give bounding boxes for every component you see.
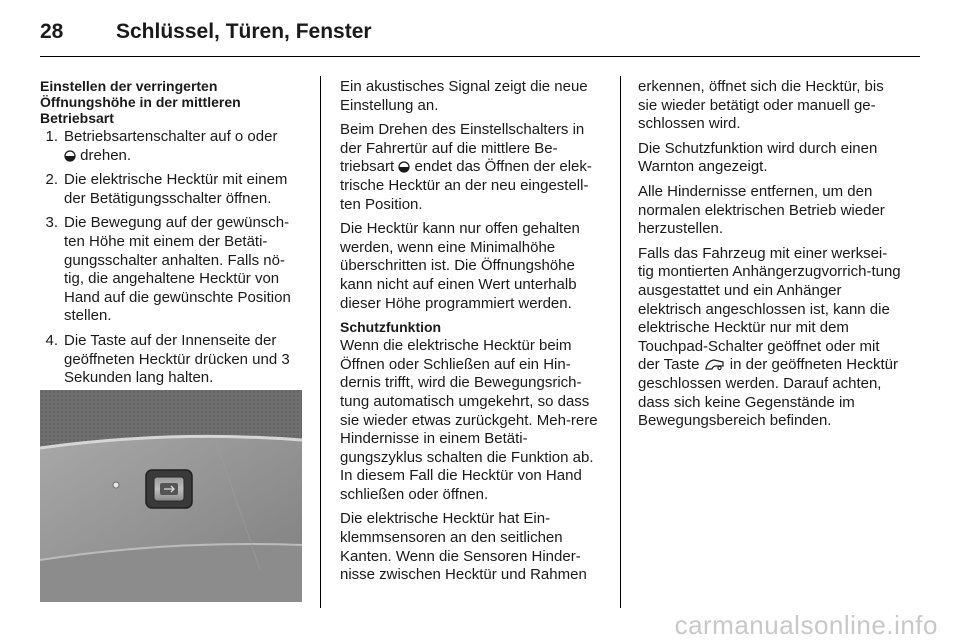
step-item	[40, 214, 304, 326]
half-circle-mode-icon	[64, 150, 76, 162]
paragraph: Wenn die elektrische Hecktür beim Öffnen oder Schließen auf ein Hin-dernis trifft, wird die Bewegungsrich-tung automatisch umgekehrt, so dass sie wieder etwas zurückgeht. Meh-rere Hindernisse in einem Betäti-gungszyklus schalten die Funktion ab. In diesem Fall die Hecktür von Hand schließen oder öffnen.	[340, 337, 598, 503]
paragraph-part: endet das Öffnen der elek-trische Hecktür an der neu eingestell-ten Position.	[340, 158, 592, 213]
paragraph-part: Falls das Fahrzeug mit einer werksei-tig montierten Anhängerzugvorrich-tung ausgestattet und ein Anhänger elektrisch angeschlossen ist, kann die elektrische Hecktür nur mit dem Touchpad-Schalter geöffnet oder mit der Taste	[638, 244, 901, 374]
step-number: 1.	[45, 128, 58, 145]
step-text-a: Betriebsartenschalter auf o oder	[64, 128, 278, 145]
step-text	[64, 128, 304, 165]
paragraph-part: Beim Drehen des Einstellschalters in der Fahrertür auf die mittlere Be-triebsart	[340, 121, 585, 176]
paragraph: Die elektrische Hecktür hat Ein-klemmsensoren an den seitlichen Kanten. Wenn die Sensoren Hinder-nisse zwischen Hecktür und Rahmen	[340, 510, 587, 584]
column-separator	[620, 76, 621, 608]
paragraph-part: in der geöffneten Hecktür geschlossen werden. Darauf achten, dass sich keine Gegenstände im Bewegungsbereich befinden.	[638, 356, 898, 430]
heading-line: Öffnungshöhe in der mittleren	[40, 94, 241, 110]
column-3	[638, 78, 902, 437]
step-item	[40, 332, 304, 388]
paragraph: Ein akustisches Signal zeigt die neue Einstellung an.	[340, 78, 588, 114]
column-1	[40, 78, 304, 394]
header-rule	[40, 56, 920, 57]
heading-line: Betriebsart	[40, 110, 114, 126]
paragraph: Die Hecktür kann nur offen gehalten werden, wenn eine Minimalhöhe überschritten ist. Die Öffnungshöhe kann nicht auf einen Wert unterhalb dieser Höhe programmiert werden.	[340, 220, 580, 312]
step-text: Die Taste auf der Innenseite der geöffneten Hecktür drücken und 3 Sekunden lang halten.	[64, 331, 290, 387]
heading-line: Einstellen der verringerten	[40, 78, 218, 94]
tailgate-button-photo	[40, 390, 302, 602]
step-number: 2.	[45, 171, 58, 189]
column-separator	[320, 76, 321, 608]
paragraph: Alle Hindernisse entfernen, um den normalen elektrischen Betrieb wieder herzustellen.	[638, 182, 885, 238]
step-item	[40, 128, 304, 165]
paragraph	[638, 245, 902, 431]
paragraph: Die Schutzfunktion wird durch einen Warnton angezeigt.	[638, 139, 878, 176]
step-list	[40, 128, 304, 388]
step-number: 3.	[45, 214, 58, 232]
page-title: Schlüssel, Türen, Fenster	[116, 20, 372, 43]
column-2	[340, 78, 604, 591]
paragraph	[340, 121, 604, 214]
step-number: 4.	[45, 331, 58, 349]
page-header	[40, 12, 920, 52]
half-circle-mode-icon	[398, 161, 410, 173]
paragraph: erkennen, öffnet sich die Hecktür, bis sie wieder betätigt oder manuell ge-schlossen wird.	[638, 78, 884, 133]
section-heading	[40, 78, 304, 126]
step-text: Die Bewegung auf der gewünsch-ten Höhe mit einem der Betäti-gungsschalter anhalten. Falls nö-tig, die angehaltene Hecktür von Hand auf die gewünschte Position stellen.	[64, 214, 291, 325]
section-heading: Schutzfunktion	[340, 319, 442, 336]
step-text: Die elektrische Hecktür mit einem der Betätigungsschalter öffnen.	[64, 171, 288, 207]
watermark: carmanualsonline.info	[674, 610, 938, 640]
page-number: 28	[40, 20, 64, 43]
step-item	[40, 171, 304, 208]
step-text-b: drehen.	[80, 146, 132, 164]
tailgate-close-icon	[704, 358, 726, 371]
